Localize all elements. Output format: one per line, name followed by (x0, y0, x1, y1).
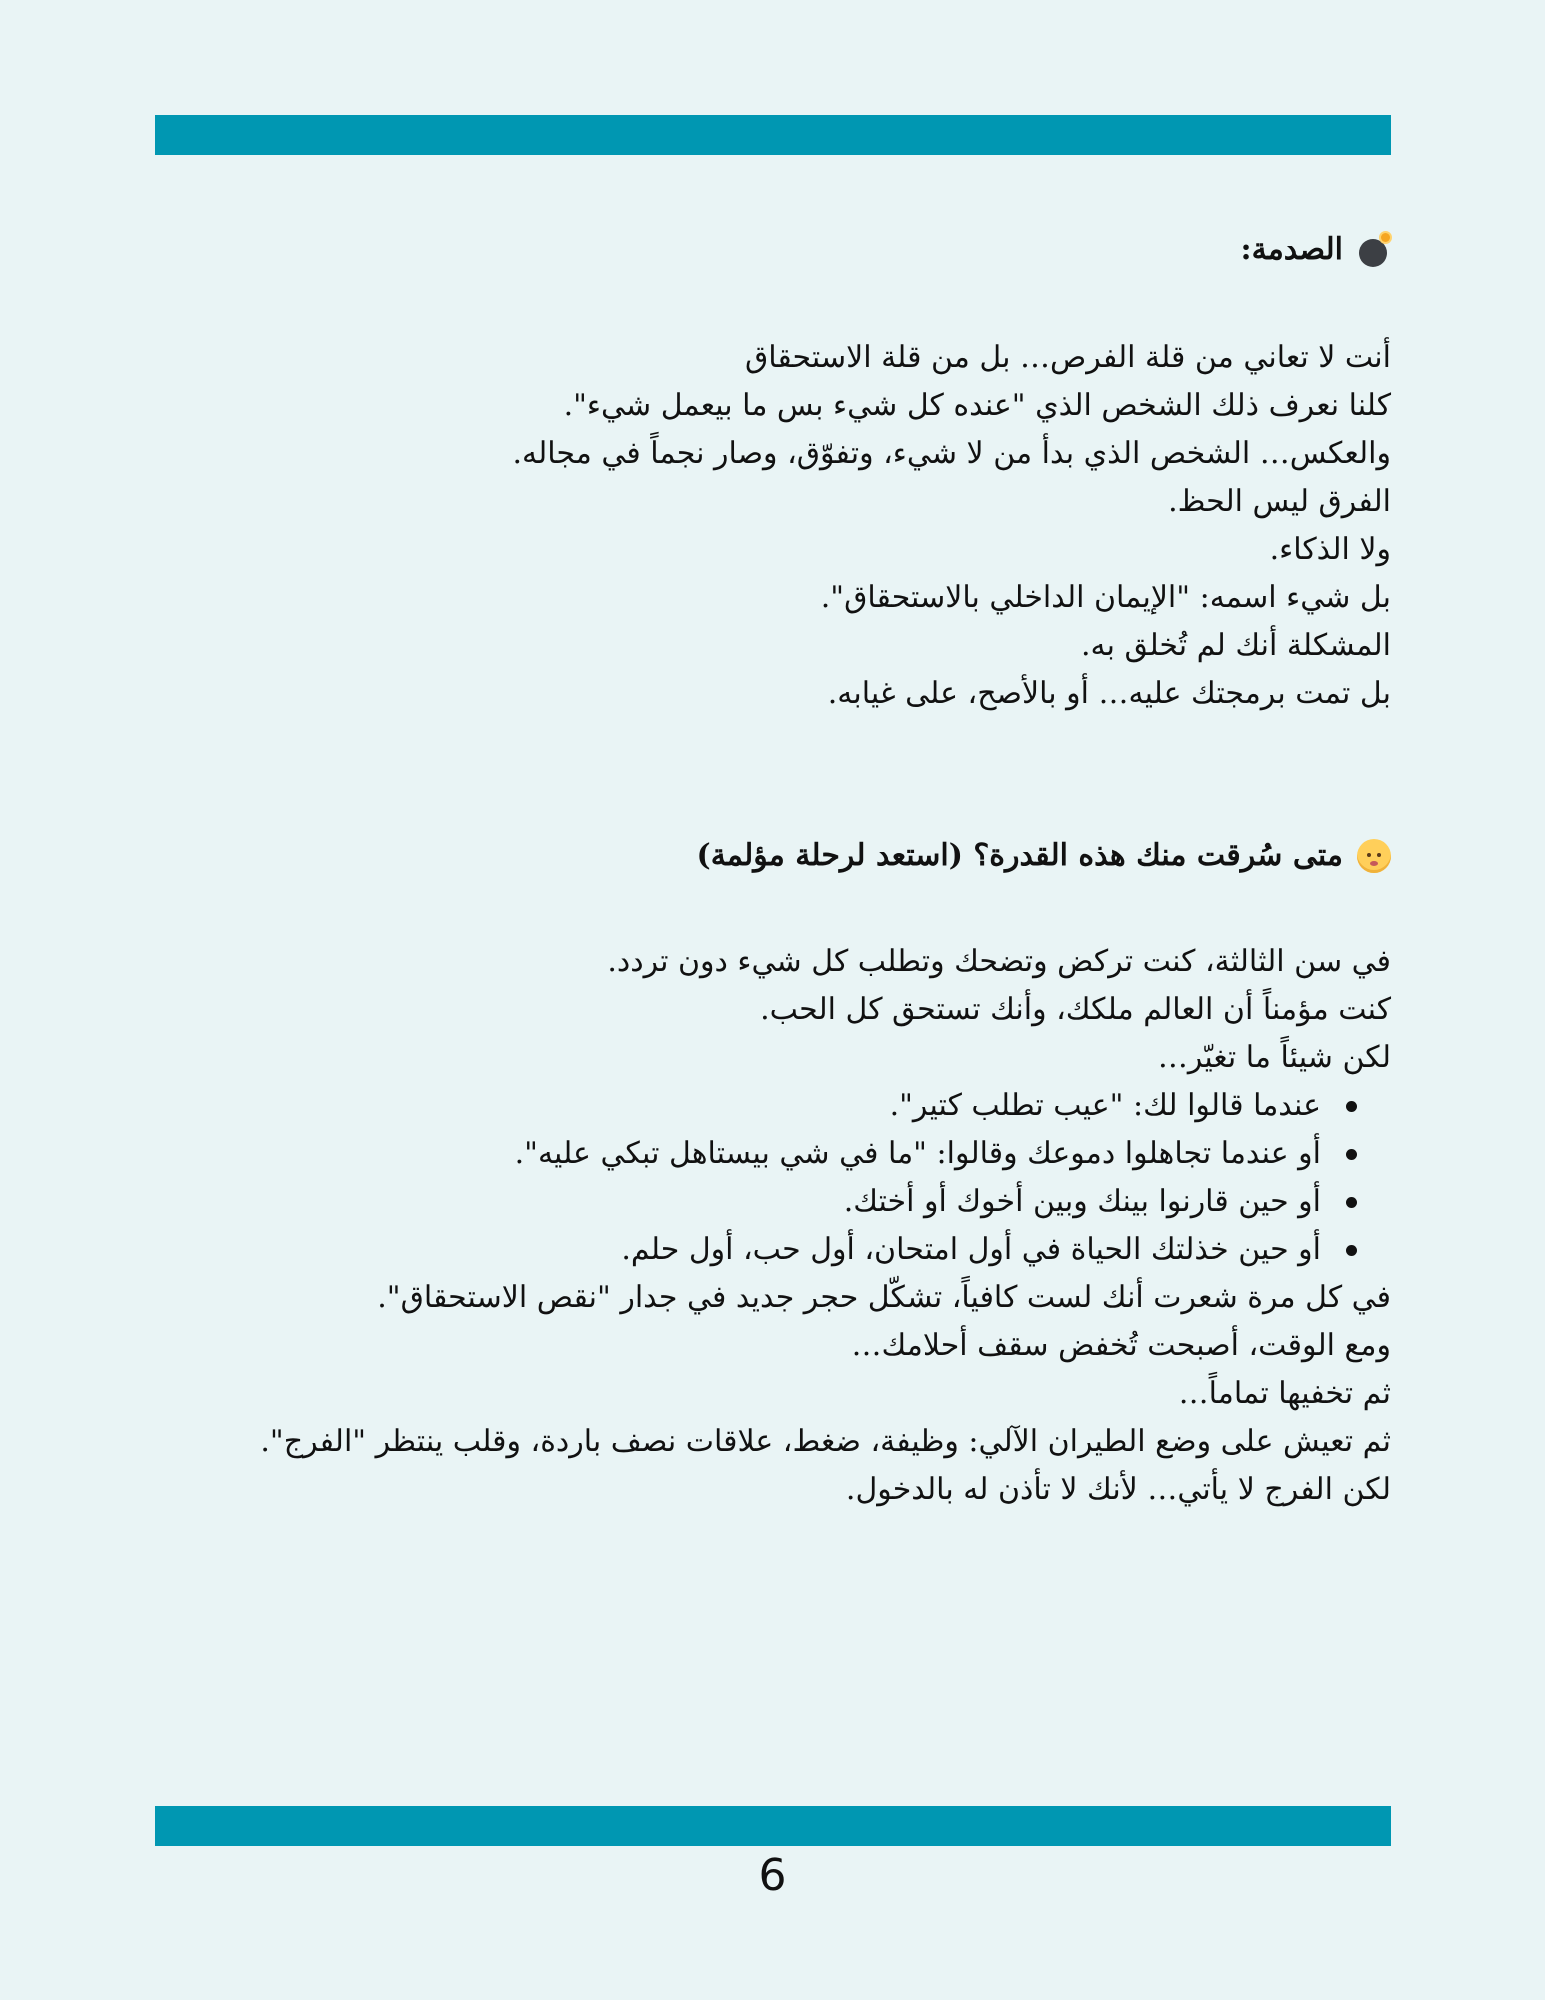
paragraph-line: بل شيء اسمه: "الإيمان الداخلي بالاستحقاق". (820, 580, 1391, 615)
section-shock-body (155, 334, 1391, 718)
paragraph-line: المشكلة أنك لم تُخلق به. (1080, 628, 1391, 663)
section-heading-shock (155, 220, 1391, 280)
list-item-text: أو عندما تجاهلوا دموعك وقالوا: "ما في شي بيستاهل تبكي عليه". (514, 1136, 1321, 1171)
page-content (155, 210, 1391, 1514)
list-item-text: أو حين خذلتك الحياة في أول امتحان، أول حب، أول حلم. (621, 1232, 1321, 1267)
bullet-dot (1346, 1101, 1357, 1112)
paragraph-line: ومع الوقت، أصبحت تُخفض سقف أحلامك… (851, 1328, 1391, 1363)
section-heading-stolen-ability (155, 826, 1391, 886)
list-item (155, 1082, 1357, 1130)
top-decorative-band (155, 115, 1391, 155)
paragraph-line: في كل مرة شعرت أنك لست كافياً، تشكّل حجر جديد في جدار "نقص الاستحقاق". (377, 1280, 1391, 1315)
paragraph-line: الفرق ليس الحظ. (1168, 484, 1391, 519)
paragraph-line: لكن شيئاً ما تغيّر… (1157, 1040, 1391, 1075)
paragraph-line: ثم تخفيها تماماً… (1178, 1376, 1391, 1411)
section-stolen-ability-body (155, 938, 1391, 1514)
paragraph-line: ثم تعيش على وضع الطيران الآلي: وظيفة، ضغط، علاقات نصف باردة، وقلب ينتظر "الفرج". (260, 1424, 1391, 1459)
baby-face-icon (1357, 839, 1391, 873)
bullet-list (155, 1082, 1391, 1274)
paragraph-line: بل تمت برمجتك عليه… أو بالأصح، على غيابه. (827, 676, 1391, 711)
bullet-dot (1346, 1149, 1357, 1160)
paragraph-line: والعكس… الشخص الذي بدأ من لا شيء، وتفوّق، وصار نجماً في مجاله. (512, 436, 1391, 471)
paragraph-line: ولا الذكاء. (1269, 532, 1391, 567)
page-number: 6 (758, 1850, 787, 1901)
paragraph-line: لكن الفرج لا يأتي… لأنك لا تأذن له بالدخول. (845, 1472, 1391, 1507)
list-item-text: عندما قالوا لك: "عيب تطلب كتير". (889, 1088, 1321, 1123)
list-item-text: أو حين قارنوا بينك وبين أخوك أو أختك. (843, 1184, 1321, 1219)
bomb-icon (1357, 233, 1391, 267)
bottom-decorative-band (155, 1806, 1391, 1846)
bullet-dot (1346, 1245, 1357, 1256)
section-heading-shock-text: الصدمة: (1240, 232, 1343, 267)
list-item (155, 1178, 1357, 1226)
paragraph-line: في سن الثالثة، كنت تركض وتضحك وتطلب كل شيء دون تردد. (607, 944, 1391, 979)
list-item (155, 1130, 1357, 1178)
paragraph-line: كلنا نعرف ذلك الشخص الذي "عنده كل شيء بس ما بيعمل شيء". (563, 388, 1391, 423)
paragraph-line: كنت مؤمناً أن العالم ملكك، وأنك تستحق كل الحب. (760, 992, 1391, 1027)
paragraph-line: أنت لا تعاني من قلة الفرص… بل من قلة الاستحقاق (744, 340, 1391, 375)
list-item (155, 1226, 1357, 1274)
section-heading-stolen-ability-text: متى سُرقت منك هذه القدرة؟ (استعد لرحلة مؤلمة) (696, 838, 1343, 873)
bullet-dot (1346, 1197, 1357, 1208)
